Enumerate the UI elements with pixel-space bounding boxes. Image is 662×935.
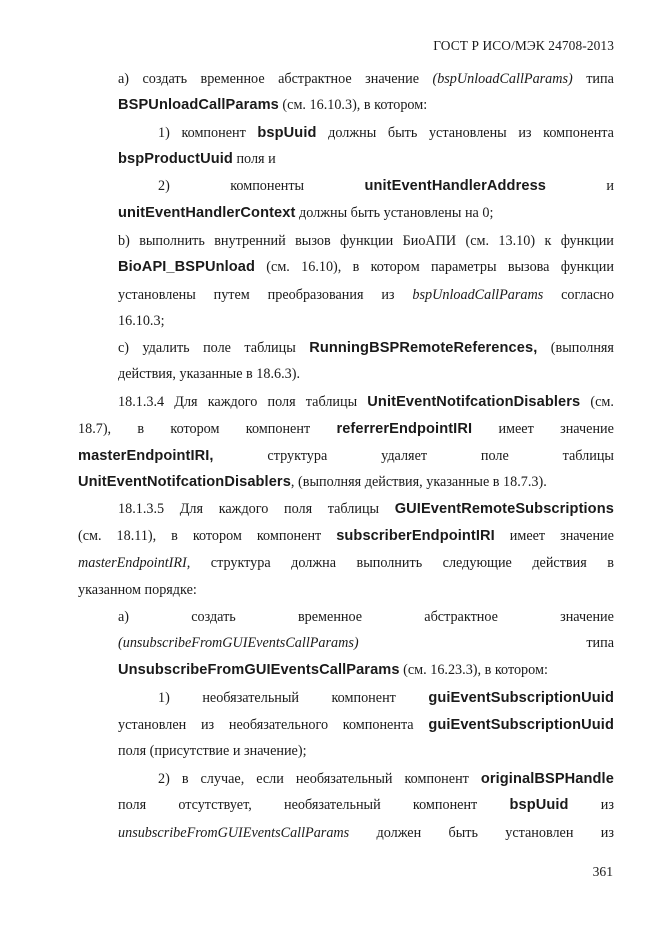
word: из xyxy=(200,717,215,733)
word: параметры xyxy=(430,259,497,275)
word-italic: unsubscribeFromGUIEventsCallParams xyxy=(118,825,350,841)
text-line xyxy=(118,232,614,250)
word: 13.10) xyxy=(498,233,536,249)
word: компоненты xyxy=(230,178,305,194)
word: следующие xyxy=(442,555,512,571)
word: Для xyxy=(174,394,198,410)
word: и xyxy=(606,178,614,194)
text-line xyxy=(118,258,614,276)
text-line xyxy=(118,150,276,168)
text-line xyxy=(158,770,614,788)
word: 1) xyxy=(158,690,170,706)
text-line xyxy=(118,365,300,383)
text-line xyxy=(78,473,547,491)
word: 18.1.3.5 xyxy=(118,501,165,517)
identifier: UnsubscribeFromGUIEventsCallParams xyxy=(118,662,400,678)
identifier: bspUuid xyxy=(509,797,569,813)
word: вызова xyxy=(507,259,550,275)
word: компонент xyxy=(181,125,246,141)
page-header: ГОСТ Р ИСО/МЭК 24708-2013 xyxy=(433,38,614,53)
identifier: unitEventHandlerContext xyxy=(118,205,296,221)
word: Для xyxy=(179,501,204,517)
text-line xyxy=(118,393,614,411)
word: необязательный xyxy=(284,797,381,813)
text-line xyxy=(118,742,307,760)
text-run: указанном порядке: xyxy=(78,582,197,598)
word: из xyxy=(518,125,532,141)
word: компонент xyxy=(404,771,469,787)
word: а) xyxy=(118,609,130,625)
word: 1) xyxy=(158,125,170,141)
word: (см. xyxy=(465,233,490,249)
word-italic: (unsubscribeFromGUIEventsCallParams) xyxy=(118,635,359,651)
text-line xyxy=(118,608,614,626)
word: установлен xyxy=(118,717,187,733)
text-run: (см. 16.23.3), в котором: xyxy=(399,662,548,678)
word: а) xyxy=(118,71,130,87)
word: поля xyxy=(118,797,147,813)
word: функции xyxy=(560,233,614,249)
word: если xyxy=(256,771,284,787)
word: имеет xyxy=(498,421,534,437)
identifier: bspUuid xyxy=(257,125,317,141)
word: вызов xyxy=(295,233,331,249)
word: значение xyxy=(560,421,614,437)
identifier: BioAPI_BSPUnload xyxy=(118,259,256,275)
text-line xyxy=(118,312,165,330)
word: структура xyxy=(210,555,271,571)
word: значение xyxy=(560,609,614,625)
text-line xyxy=(78,527,614,545)
text-line xyxy=(78,447,614,465)
text-line xyxy=(118,96,427,114)
word: необязательного xyxy=(228,717,329,733)
word: создать xyxy=(191,609,236,625)
word: согласно xyxy=(561,287,614,303)
word: создать xyxy=(142,71,188,87)
word: котором xyxy=(170,421,220,437)
word: 16.10), xyxy=(301,259,342,275)
text-run: поля и xyxy=(232,151,276,167)
text-run: действия, указанные в 18.6.3). xyxy=(118,366,301,382)
word: в xyxy=(352,259,360,275)
word: 18.7), xyxy=(78,421,112,437)
word: к xyxy=(544,233,552,249)
word: необязательный xyxy=(295,771,393,787)
word: 2) xyxy=(158,771,170,787)
word: поля xyxy=(283,501,313,517)
word: имеет xyxy=(509,528,546,544)
word: должна xyxy=(291,555,337,571)
word: из xyxy=(381,287,395,303)
word: БиоАПИ xyxy=(402,233,457,249)
word: компонент xyxy=(245,421,311,437)
word: 18.1.3.4 xyxy=(118,394,165,410)
word: каждого xyxy=(218,501,269,517)
text-run: 16.10.3; xyxy=(118,313,165,329)
word: установлены xyxy=(428,125,507,141)
text-line xyxy=(118,634,614,652)
text-line xyxy=(78,554,614,572)
word: абстрактное xyxy=(424,609,498,625)
text-line xyxy=(118,716,614,734)
word: компонент xyxy=(256,528,322,544)
word: 18.11), xyxy=(116,528,157,544)
word: должен xyxy=(376,825,422,841)
text-line xyxy=(158,124,614,142)
word: абстрактное xyxy=(278,71,352,87)
word: отсутствует, xyxy=(178,797,252,813)
word: в xyxy=(181,771,189,787)
text-line xyxy=(118,70,614,88)
word: действия xyxy=(532,555,587,571)
word: поле xyxy=(203,340,231,356)
word: таблицы xyxy=(562,448,614,464)
text-line xyxy=(118,824,614,842)
word: структура xyxy=(267,448,328,464)
word: котором xyxy=(192,528,242,544)
word: выполнить xyxy=(356,555,423,571)
text-run: поля (присутствие и значение); xyxy=(118,743,307,759)
word: удаляет xyxy=(381,448,428,464)
word: быть xyxy=(448,825,478,841)
word: в xyxy=(607,555,614,571)
text-line xyxy=(118,796,614,814)
word: b) xyxy=(118,233,130,249)
word-italic: (bspUnloadCallParams) xyxy=(432,71,573,87)
word: поле xyxy=(480,448,509,464)
word: быть xyxy=(387,125,418,141)
text-line xyxy=(78,581,197,599)
identifier: UnitEventNotifcationDisablers xyxy=(367,394,581,410)
word: каждого xyxy=(207,394,258,410)
text-run: должны быть установлены на 0; xyxy=(295,205,494,221)
identifier: BSPUnloadCallParams xyxy=(118,97,279,113)
word: установлены xyxy=(118,287,196,303)
identifier: guiEventSubscriptionUuid xyxy=(428,717,614,733)
word: компонента xyxy=(543,125,614,141)
word: компонента xyxy=(342,717,414,733)
text-run: (см. 16.10.3), в котором: xyxy=(278,97,428,113)
word: преобразования xyxy=(267,287,364,303)
word: (см. xyxy=(78,528,102,544)
text-line xyxy=(118,286,614,304)
word: значение xyxy=(560,528,614,544)
word: необязательный xyxy=(202,690,300,706)
identifier: GUIEventRemoteSubscriptions xyxy=(394,501,614,517)
text-line xyxy=(158,177,614,195)
identifier: UnitEventNotifcationDisablers xyxy=(78,474,291,490)
text-line xyxy=(158,689,614,707)
word: компонент xyxy=(331,690,396,706)
text-line xyxy=(118,204,493,222)
word: компонент xyxy=(412,797,478,813)
word: функции xyxy=(340,233,394,249)
word: (см. xyxy=(266,259,290,275)
identifier: subscriberEndpointIRI xyxy=(336,528,495,544)
word: в xyxy=(171,528,178,544)
word: из xyxy=(600,825,614,841)
word: функции xyxy=(560,259,614,275)
identifier: RunningBSPRemoteReferences, xyxy=(309,340,538,356)
word: таблицы xyxy=(327,501,380,517)
word: из xyxy=(600,797,614,813)
identifier: guiEventSubscriptionUuid xyxy=(428,690,614,706)
word: (выполняя xyxy=(550,340,614,356)
text-line xyxy=(118,339,614,357)
page-number: 361 xyxy=(592,864,613,879)
word: должны xyxy=(328,125,377,141)
word: c) xyxy=(118,340,130,356)
word: установлен xyxy=(505,825,574,841)
word: (см. xyxy=(590,394,614,410)
word: поля xyxy=(267,394,296,410)
word: 2) xyxy=(158,178,170,194)
word: котором xyxy=(370,259,420,275)
word: временное xyxy=(200,71,265,87)
word: удалить xyxy=(142,340,190,356)
word: в xyxy=(137,421,145,437)
text-line xyxy=(118,661,548,679)
word: типа xyxy=(586,71,614,87)
word-italic: bspUnloadCallParams xyxy=(412,287,544,303)
identifier: bspProductUuid xyxy=(118,151,233,167)
word: типа xyxy=(586,635,614,651)
identifier: masterEndpointIRI, xyxy=(78,448,214,464)
text-run: , (выполняя действия, указанные в 18.7.3). xyxy=(290,474,547,490)
word: случае, xyxy=(200,771,245,787)
word: внутренний xyxy=(214,233,286,249)
word: выполнить xyxy=(139,233,205,249)
word: временное xyxy=(297,609,363,625)
identifier: originalBSPHandle xyxy=(480,771,614,787)
word: значение xyxy=(365,71,420,87)
word-italic: masterEndpointIRI, xyxy=(78,555,191,571)
identifier: unitEventHandlerAddress xyxy=(364,178,546,194)
identifier: referrerEndpointIRI xyxy=(336,421,473,437)
text-line xyxy=(78,420,614,438)
word: путем xyxy=(213,287,250,303)
text-line xyxy=(118,500,614,518)
word: таблицы xyxy=(305,394,358,410)
word: таблицы xyxy=(244,340,296,356)
